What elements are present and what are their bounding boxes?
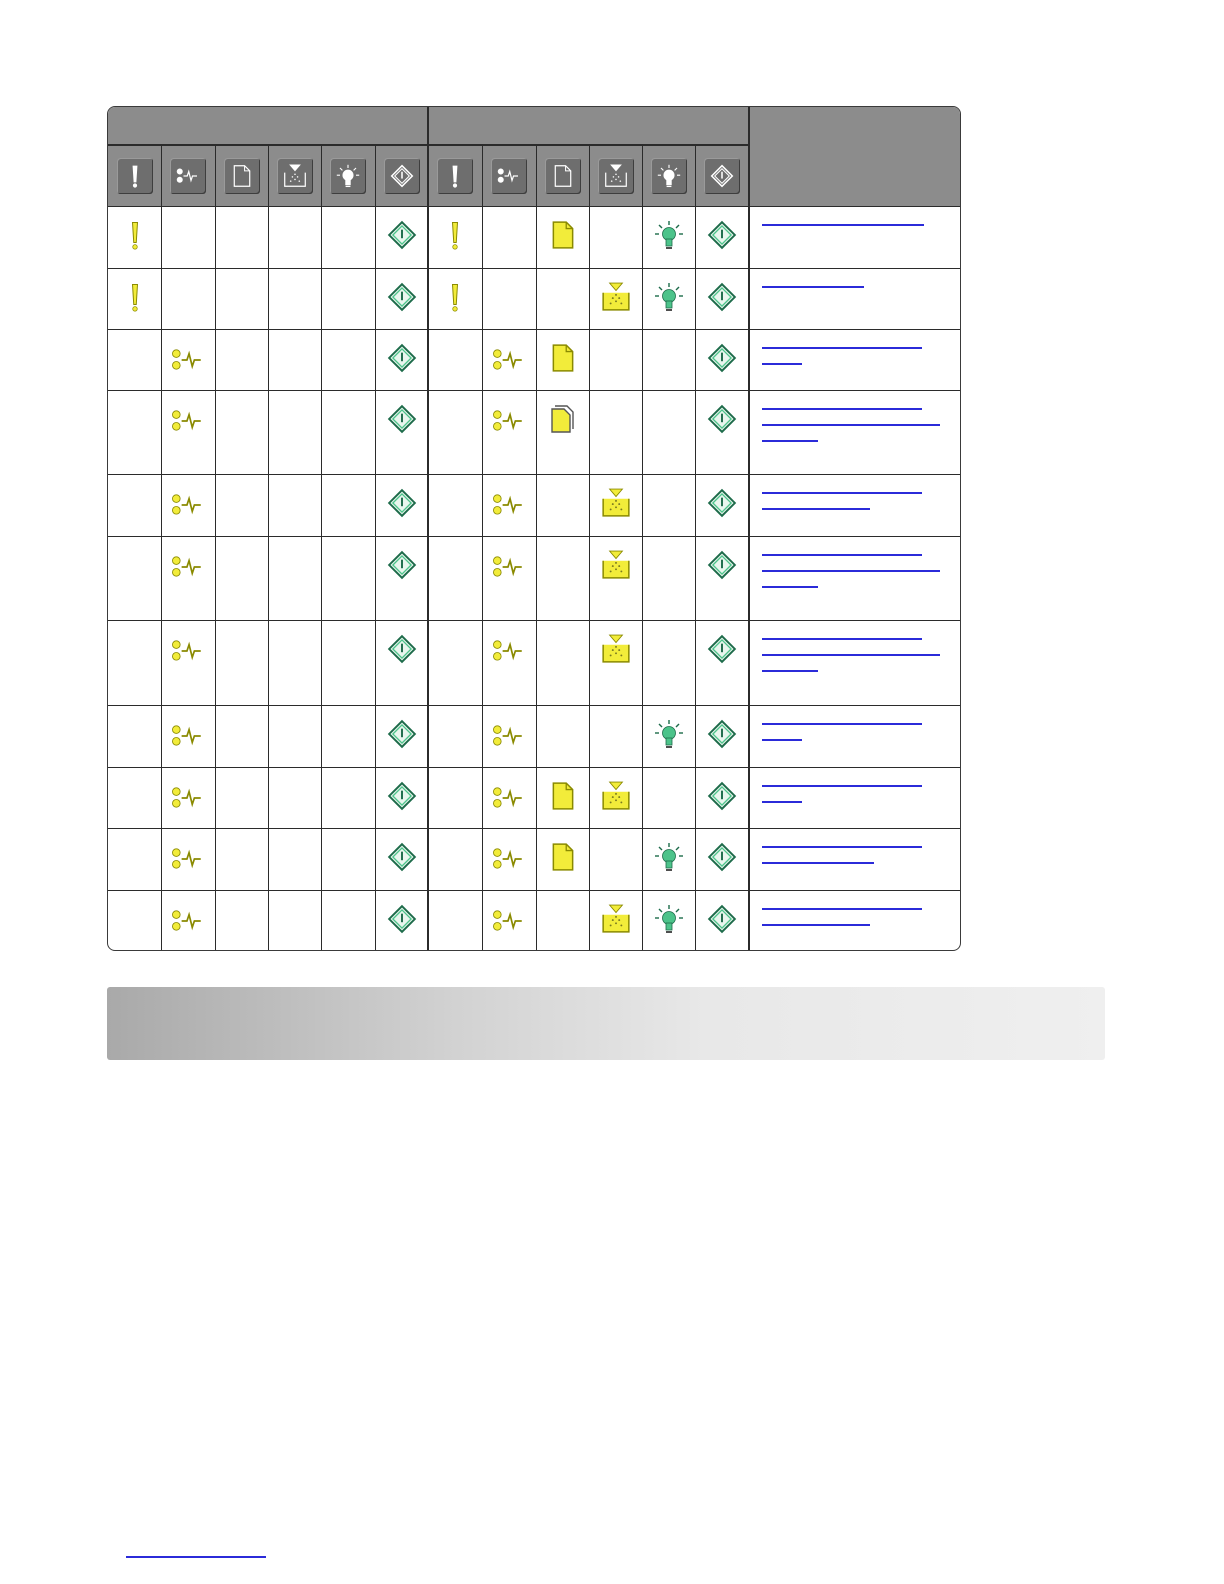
table-cell [161,767,215,828]
table-cell [215,828,268,890]
error-pulse-icon [492,404,526,438]
paper-icon [548,220,578,250]
error-pulse-icon [492,719,526,753]
paper-icon [548,781,578,811]
table-row-message-link[interactable] [756,767,956,828]
header-toner-icon [598,158,634,194]
table-cell [108,767,161,828]
header-primary-paper-icon-cell [215,145,268,206]
table-cell [215,390,268,474]
error-pulse-icon [492,904,526,938]
table-cell [536,890,589,951]
header-lightbulb-icon [330,158,366,194]
header-exclamation-icon [117,158,153,194]
table-cell [321,390,375,474]
table-cell [321,767,375,828]
message-link-line[interactable] [762,492,922,494]
header-secondary-exclamation-icon-cell [428,145,482,206]
header-paper-icon [224,158,260,194]
table-cell [161,536,215,620]
start-icon [387,904,417,934]
table-cell [321,828,375,890]
error-pulse-icon [171,904,205,938]
table-cell [482,767,536,828]
table-cell [375,536,428,620]
table-cell [215,620,268,705]
table-cell [215,206,268,268]
start-icon [707,220,737,250]
table-cell [536,767,589,828]
header-primary-start-icon-cell [375,145,428,206]
table-row-message-link[interactable] [756,536,956,620]
grid-horizontal-line [108,268,961,269]
header-lightbulb-icon [651,158,687,194]
table-cell [536,329,589,390]
table-cell [161,206,215,268]
table-cell [695,828,749,890]
grid-vertical-line [427,107,429,951]
table-row-message-link[interactable] [756,206,956,268]
header-primary-error-pulse-icon-cell [161,145,215,206]
start-icon [707,904,737,934]
table-cell [268,828,321,890]
start-icon [707,842,737,872]
header-primary-exclamation-icon-cell [108,145,161,206]
message-link-line[interactable] [762,723,922,725]
table-cell [375,620,428,705]
table-cell [321,890,375,951]
toner-icon [601,634,631,664]
grid-vertical-line [642,145,643,951]
table-cell [268,206,321,268]
header-start-icon [704,158,740,194]
grid-vertical-line [589,145,590,951]
table-cell [321,705,375,767]
table-cell [642,268,695,329]
table-cell [268,767,321,828]
lightbulb-icon [654,282,684,312]
header-paper-icon [545,158,581,194]
message-link-line[interactable] [762,862,874,864]
table-cell [108,890,161,951]
start-icon [387,282,417,312]
start-icon [707,550,737,580]
table-row-message-link[interactable] [756,828,956,890]
message-link-line[interactable] [762,670,818,672]
toner-icon [601,781,631,811]
header-secondary-lightbulb-icon-cell [642,145,695,206]
footer-link[interactable] [126,1556,266,1558]
lightbulb-icon [654,220,684,250]
header-group-message [749,107,961,206]
table-cell [215,767,268,828]
start-icon [707,634,737,664]
table-cell [695,767,749,828]
error-pulse-icon [492,343,526,377]
table-cell [428,390,482,474]
table-cell [321,329,375,390]
table-cell [321,536,375,620]
start-icon [387,719,417,749]
table-cell [536,828,589,890]
message-link-line[interactable] [762,801,802,803]
table-cell [268,705,321,767]
table-row-message-link[interactable] [756,390,956,474]
table-cell [482,890,536,951]
table-cell [321,268,375,329]
table-cell [428,890,482,951]
table-cell [108,268,161,329]
table-cell [589,620,642,705]
table-cell [268,890,321,951]
table-cell [536,268,589,329]
table-cell [161,329,215,390]
error-pulse-icon [492,634,526,668]
table-cell [536,206,589,268]
table-cell [215,474,268,536]
grid-vertical-line [482,145,483,951]
exclamation-icon [120,220,150,250]
table-cell [268,268,321,329]
table-cell [161,474,215,536]
table-cell [536,474,589,536]
table-cell [589,705,642,767]
start-icon [387,842,417,872]
header-toner-icon [277,158,313,194]
start-icon [387,550,417,580]
message-link-line[interactable] [762,286,864,288]
header-group-primary [108,107,428,145]
table-cell [695,268,749,329]
table-cell [642,474,695,536]
start-icon [707,404,737,434]
error-pulse-icon [171,781,205,815]
table-cell [642,206,695,268]
table-cell [695,705,749,767]
error-pulse-icon [492,488,526,522]
grid-vertical-line [748,107,750,951]
table-cell [428,268,482,329]
message-link-line[interactable] [762,224,924,226]
error-pulse-icon [171,634,205,668]
paper-icon [548,343,578,373]
table-cell [428,536,482,620]
table-cell [375,828,428,890]
toner-icon [601,550,631,580]
header-secondary-paper-icon-cell [536,145,589,206]
message-link-line[interactable] [762,638,922,640]
table-cell [589,329,642,390]
table-cell [695,620,749,705]
section-heading-banner [107,987,1105,1060]
table-cell [161,268,215,329]
table-cell [428,329,482,390]
grid-horizontal-line [108,890,961,891]
grid-vertical-line [321,145,322,951]
table-cell [108,828,161,890]
table-cell [589,390,642,474]
header-start-icon [384,158,420,194]
table-cell [108,390,161,474]
table-cell [161,705,215,767]
table-cell [482,268,536,329]
table-row-message-link[interactable] [756,268,956,329]
header-error-pulse-icon [170,158,206,194]
grid-horizontal-line [108,767,961,768]
table-cell [589,474,642,536]
grid-horizontal-line [108,329,961,330]
table-cell [428,705,482,767]
table-cell [642,767,695,828]
lightbulb-icon [654,842,684,872]
table-cell [215,536,268,620]
table-cell [695,890,749,951]
table-cell [428,206,482,268]
table-cell [482,390,536,474]
error-pulse-icon [171,404,205,438]
table-cell [108,206,161,268]
grid-vertical-line [215,145,216,951]
table-cell [482,620,536,705]
table-cell [108,620,161,705]
table-cell [642,329,695,390]
table-cell [268,329,321,390]
paper-icon [548,842,578,872]
table-cell [161,890,215,951]
lightbulb-icon [654,719,684,749]
table-cell [215,329,268,390]
table-cell [108,536,161,620]
table-cell [589,828,642,890]
table-cell [375,705,428,767]
start-icon [707,282,737,312]
error-pulse-icon [171,488,205,522]
table-row-message-link[interactable] [756,620,956,705]
start-icon [387,404,417,434]
table-cell [695,536,749,620]
exclamation-icon [120,282,150,312]
error-pulse-icon [492,842,526,876]
toner-icon [601,904,631,934]
table-cell [695,474,749,536]
error-pulse-icon [171,343,205,377]
table-cell [375,390,428,474]
start-icon [707,719,737,749]
table-cell [375,329,428,390]
toner-icon [601,488,631,518]
grid-vertical-line [161,145,162,951]
start-icon [707,781,737,811]
start-icon [387,343,417,373]
grid-vertical-line [375,145,376,951]
start-icon [387,488,417,518]
light-sequence-table [107,106,961,951]
message-link-line[interactable] [762,440,818,442]
table-row-message-link[interactable] [756,705,956,767]
start-icon [707,488,737,518]
table-cell [642,536,695,620]
message-link-line[interactable] [762,739,802,741]
grid-horizontal-line [108,705,961,706]
message-link-line[interactable] [762,408,922,410]
table-row-message-link[interactable] [756,474,956,536]
message-link-line[interactable] [762,363,802,365]
exclamation-icon [440,220,470,250]
table-cell [642,890,695,951]
grid-horizontal-line [108,206,961,207]
table-cell [161,828,215,890]
grid-horizontal-line [108,390,961,391]
start-icon [707,343,737,373]
message-link-line[interactable] [762,785,922,787]
table-cell [108,474,161,536]
table-cell [375,268,428,329]
start-icon [387,781,417,811]
start-icon [387,634,417,664]
header-secondary-toner-icon-cell [589,145,642,206]
table-cell [482,474,536,536]
table-cell [589,767,642,828]
table-cell [268,390,321,474]
table-cell [375,474,428,536]
table-cell [642,390,695,474]
table-cell [161,390,215,474]
error-pulse-icon [171,550,205,584]
table-cell [536,620,589,705]
header-group-secondary [428,107,749,145]
message-link-line[interactable] [762,586,818,588]
table-cell [268,536,321,620]
toner-icon [601,282,631,312]
grid-vertical-line [536,145,537,951]
header-exclamation-icon [437,158,473,194]
table-cell [482,828,536,890]
grid-horizontal-line [108,536,961,537]
table-cell [215,705,268,767]
message-link-line[interactable] [762,654,940,656]
table-cell [695,206,749,268]
table-cell [536,705,589,767]
table-cell [375,206,428,268]
table-cell [268,474,321,536]
table-cell [536,390,589,474]
message-link-line[interactable] [762,347,922,349]
grid-horizontal-line [108,620,961,621]
table-cell [482,329,536,390]
header-secondary-error-pulse-icon-cell [482,145,536,206]
header-primary-toner-icon-cell [268,145,321,206]
grid-vertical-line [695,145,696,951]
paper-stack-icon [548,404,578,434]
table-cell [321,206,375,268]
exclamation-icon [440,282,470,312]
table-cell [375,767,428,828]
message-link-line[interactable] [762,508,870,510]
table-cell [428,620,482,705]
table-cell [375,890,428,951]
table-cell [215,890,268,951]
header-primary-lightbulb-icon-cell [321,145,375,206]
table-cell [589,536,642,620]
table-cell [695,329,749,390]
table-cell [215,268,268,329]
table-cell [428,474,482,536]
table-cell [268,620,321,705]
table-cell [589,890,642,951]
table-row-message-link[interactable] [756,329,956,390]
table-row-message-link[interactable] [756,890,956,951]
message-link-line[interactable] [762,924,870,926]
table-cell [482,206,536,268]
header-secondary-start-icon-cell [695,145,749,206]
error-pulse-icon [492,781,526,815]
error-pulse-icon [492,550,526,584]
message-link-line[interactable] [762,554,922,556]
table-cell [642,620,695,705]
message-link-line[interactable] [762,424,940,426]
table-cell [695,390,749,474]
grid-horizontal-line [108,828,961,829]
message-link-line[interactable] [762,570,940,572]
table-cell [589,268,642,329]
message-link-line[interactable] [762,846,922,848]
table-cell [161,620,215,705]
table-cell [108,329,161,390]
table-cell [642,828,695,890]
header-error-pulse-icon [491,158,527,194]
error-pulse-icon [171,719,205,753]
table-cell [321,474,375,536]
table-cell [482,536,536,620]
table-cell [108,705,161,767]
table-cell [428,828,482,890]
table-cell [589,206,642,268]
grid-horizontal-line [108,144,749,146]
table-cell [642,705,695,767]
table-cell [428,767,482,828]
grid-vertical-line [268,145,269,951]
start-icon [387,220,417,250]
table-cell [321,620,375,705]
error-pulse-icon [171,842,205,876]
table-cell [482,705,536,767]
grid-horizontal-line [108,474,961,475]
message-link-line[interactable] [762,908,922,910]
table-cell [536,536,589,620]
lightbulb-icon [654,904,684,934]
